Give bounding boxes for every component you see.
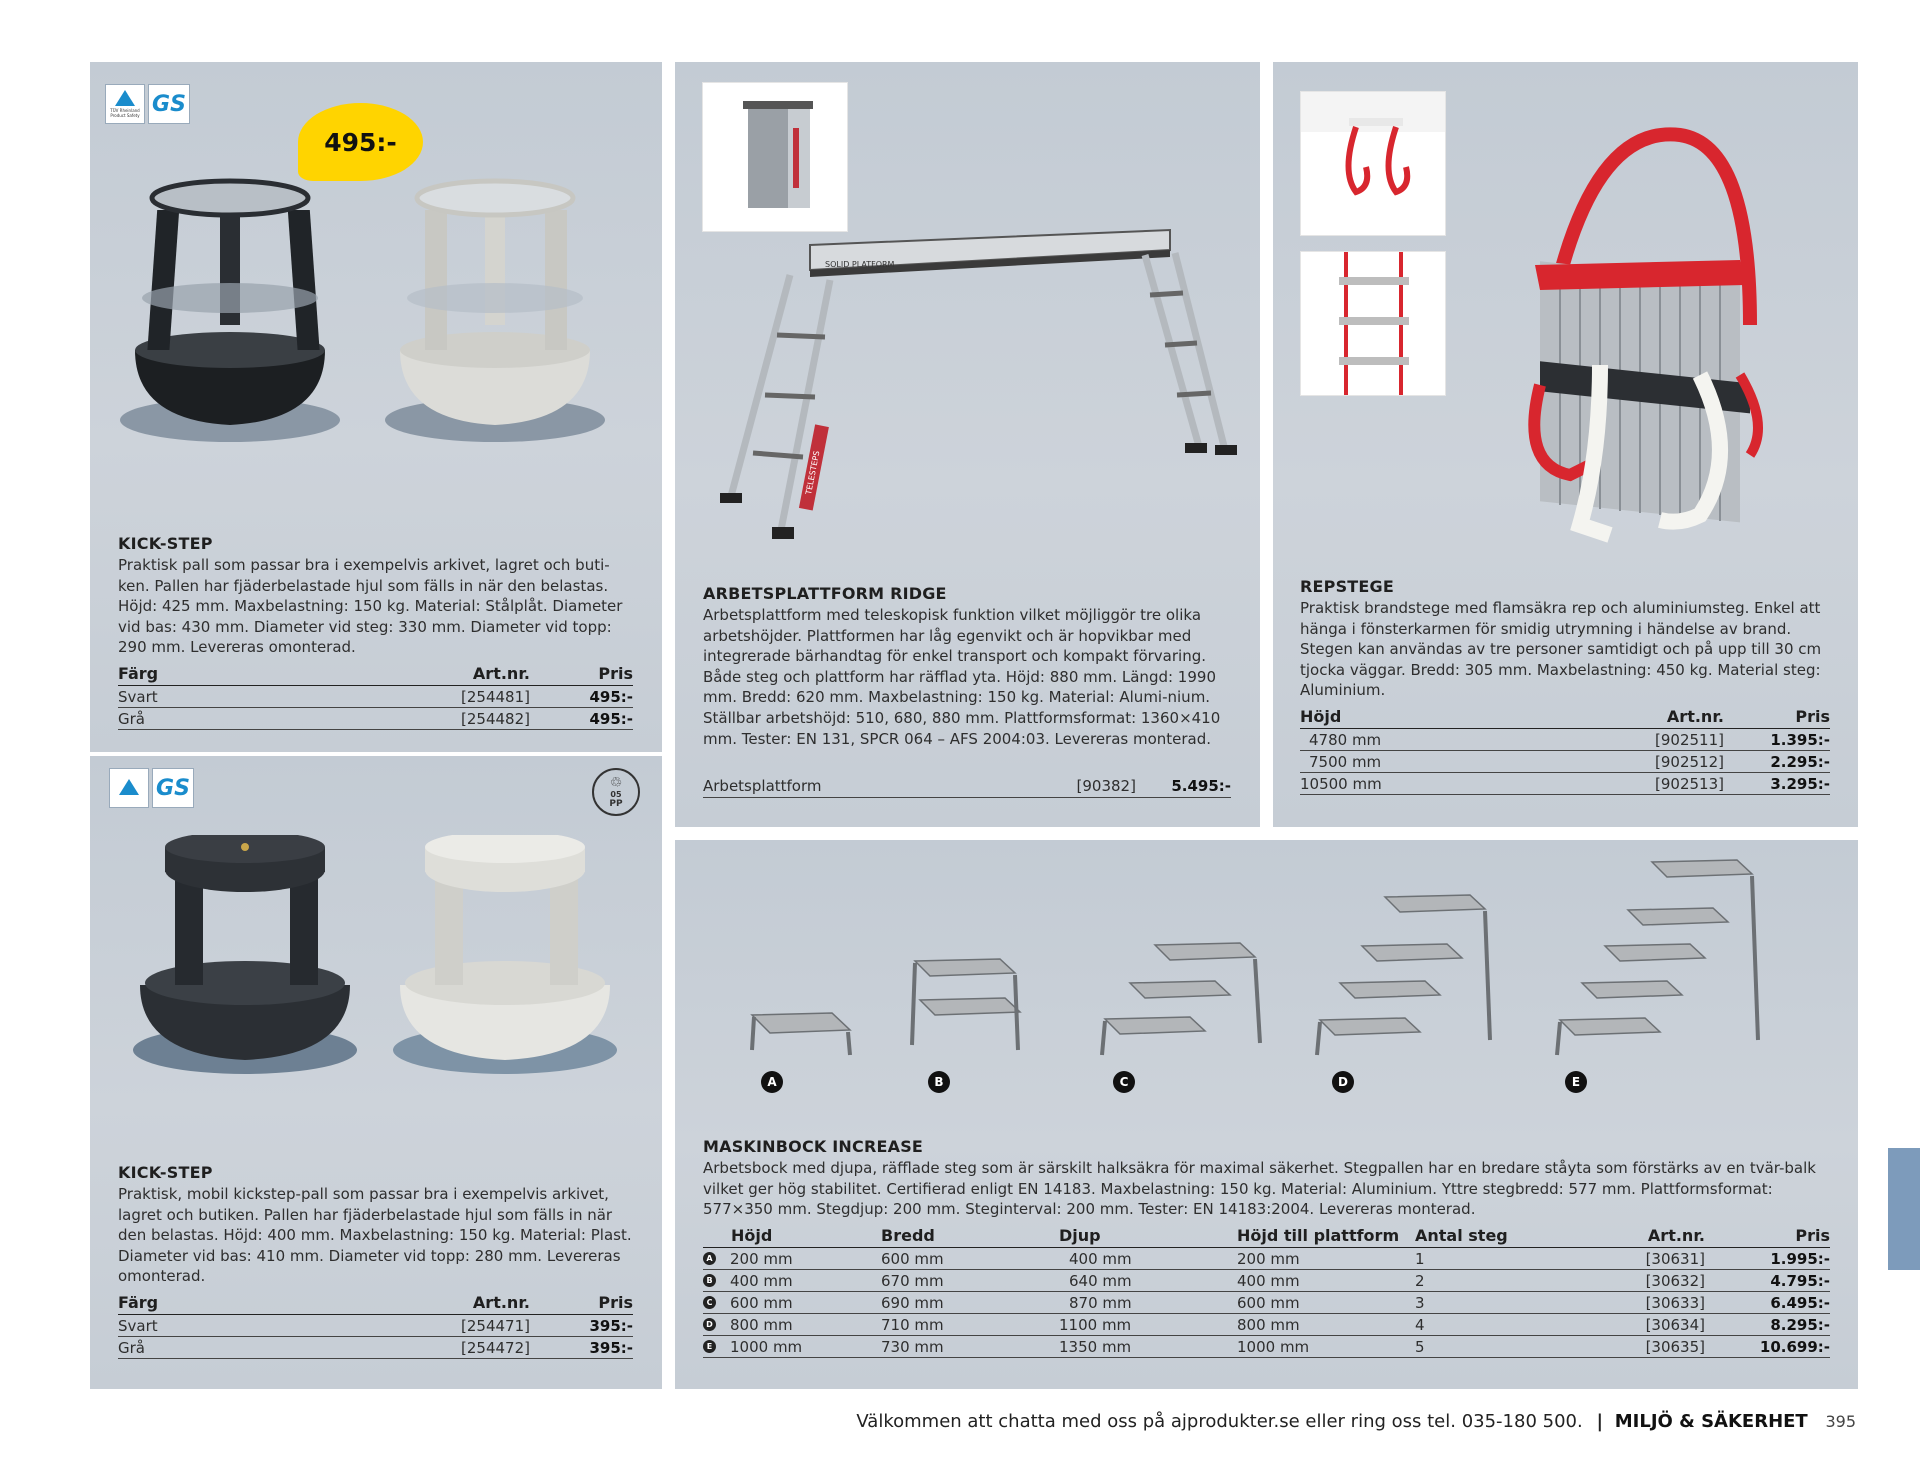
price-badge: 495:- [298,103,423,181]
table-row: B 400 mm 670 mm 640 mm 400 mm 2 [30632] 4.795:- [703,1270,1830,1292]
rope-ladder-rungs-thumbnail [1300,251,1446,396]
col-header: Art.nr. [401,1293,530,1315]
variant-marker: C [1113,1071,1135,1093]
ridge-platform-image [715,225,1240,555]
tuv-logo: TÜV Rheinland Product Safety [105,84,145,124]
col-header: Höjd [703,1226,881,1248]
tuv-logo [109,768,149,808]
col-header: Höjd till plattform [1237,1226,1415,1248]
col-header: Pris [530,664,633,686]
page-number: 395 [1825,1412,1856,1431]
col-header: Pris [530,1293,633,1315]
table-row: A 200 mm 600 mm 400 mm 200 mm 1 [30631] 1.995:- [703,1248,1830,1270]
table-row: D 800 mm 710 mm 1100 mm 800 mm 4 [30634] 8.295:- [703,1314,1830,1336]
col-header: Art.nr. [401,664,530,686]
rope-ladder-description: Praktisk brandstege med flamsäkra rep och aluminiumsteg. Enkel att hänga i fönsterkarmen för smidig utrymning i händelse av brand. Stegen kan användas av tre personer samtidigt och på upp till 30 cm tjocka väggar. Bredd: 305 mm. Maxbelastning: 450 kg. Material steg: Aluminium. [1300,599,1822,700]
footer-separator: | [1596,1411,1604,1432]
ridge-description: Arbetsplattform med teleskopisk funktion vilket möjliggör tre olika arbetshöjder. Plattformen har låg egenvikt och är hopvikbar med integrerade bärhandtag för enkel transport och kompakt förvaring. Både steg och plattform har räfflad yta. Höjd: 880 mm. Längd: 1990 mm. Bredd: 620 mm. Maxbelastning: 150 kg. Material: Alumi-nium. Ställbar arbetshöjd: 510, 680, 880 mm. Plattformsformat: 1360×410 mm. Tester: EN 131, SPCR 064 – AFS 2004:03. Levereras monterad. [703,606,1221,748]
gs-logo: GS [148,84,190,124]
variant-marker: D [1332,1071,1354,1093]
footer-section: MILJÖ & SÄKERHET [1614,1411,1808,1432]
section-tab-marker [1888,1148,1920,1270]
table-row: Svart [254471] 395:- [118,1315,633,1337]
col-header: Antal steg [1415,1226,1565,1248]
col-header: Färg [118,664,401,686]
col-header: Djup [1059,1226,1237,1248]
ridge-table [703,775,1231,798]
kick-step-plastic-image [130,835,630,1095]
platform-label: SOLID PLATFORM [825,260,895,269]
table-row: 10500 mm [902513] 3.295:- [1300,773,1830,795]
kick-step-metal-image [110,170,640,460]
table-row: Svart [254481] 495:- [118,686,633,708]
certification-logos [105,84,190,124]
machine-step-description: Arbetsbock med djupa, räfflade steg som är särskilt halksäkra för maximal säkerhet. Stegpallen har en bredare ståyta som förstärks av en tvär-balk vilket ger hög stabilitet. Certifierad enligt EN 14183. Maxbelastning: 150 kg. Material: Aluminium. Yttre stegbredd: 577 mm. Plattformsformat: 577×350 mm. Stegdjup: 200 mm. Steginterval: 200 mm. Tester: EN 14183:2004. Levereras monterad. [703,1159,1816,1219]
rope-ladder-title: REPSTEGE [1300,577,1395,596]
variant-marker: E [1565,1071,1587,1093]
gs-logo: GS [152,768,194,808]
machine-step-title: MASKINBOCK INCREASE [703,1137,924,1156]
brand-label: TELESTEPS [804,450,822,496]
certification-logos [109,768,194,808]
variant-marker: B [928,1071,950,1093]
ridge-folded-thumbnail [702,82,848,232]
table-row: Grå [254482] 495:- [118,708,633,730]
kick-step-metal-title: KICK-STEP [118,534,213,553]
machine-step-table [703,1226,1830,1358]
table-row: Arbetsplattform [90382] 5.495:- [703,775,1231,797]
kick-step-plastic-title: KICK-STEP [118,1163,213,1182]
table-row: Grå [254472] 395:- [118,1337,633,1359]
col-header: Art.nr. [1592,707,1725,729]
col-header: Höjd [1300,707,1592,729]
machine-steps-image [740,855,1800,1085]
col-header: Art.nr. [1565,1226,1705,1248]
table-row: 4780 mm [902511] 1.395:- [1300,729,1830,751]
rope-ladder-hook-thumbnail [1300,91,1446,236]
table-row: C 600 mm 690 mm 870 mm 600 mm 3 [30633] 6.495:- [703,1292,1830,1314]
col-header: Färg [118,1293,401,1315]
table-row: 7500 mm [902512] 2.295:- [1300,751,1830,773]
col-header: Pris [1724,707,1830,729]
ridge-title: ARBETSPLATTFORM RIDGE [703,584,947,603]
recycle-icon: ♲ 05 PP [592,768,640,816]
footer-contact: Välkommen att chatta med oss på ajprodukter.se eller ring oss tel. 035-180 500. [856,1411,1583,1432]
col-header: Pris [1705,1226,1830,1248]
kick-step-metal-description: Praktisk pall som passar bra i exempelvis arkivet, lagret och buti-ken. Pallen har fjäderbelastade hjul som fälls in när den belastas. Höjd: 425 mm. Maxbelastning: 150 kg. Material: Stålplåt. Diameter vid bas: 430 mm. Diameter vid steg: 330 mm. Diameter vid topp: 290 mm. Levereras omonterad. [118,556,623,657]
variant-marker: A [761,1071,783,1093]
table-row: E 1000 mm 730 mm 1350 mm 1000 mm 5 [30635] 10.699:- [703,1336,1830,1358]
kick-step-plastic-description: Praktisk, mobil kickstep-pall som passar bra i exempelvis arkivet, lagret och butiken. Pallen har fjäderbelastade hjul som fälls in när den belastas. Höjd: 400 mm. Maxbelastning: 150 kg. Material: Plast. Diameter vid bas: 410 mm. Diameter vid topp: 280 mm. Levereras omonterad. [118,1185,632,1286]
kick-step-plastic-table [118,1293,633,1359]
kick-step-metal-table [118,664,633,730]
rope-ladder-image [1480,125,1780,545]
rope-ladder-table [1300,707,1830,795]
col-header: Bredd [881,1226,1059,1248]
page-footer [856,1411,1856,1432]
